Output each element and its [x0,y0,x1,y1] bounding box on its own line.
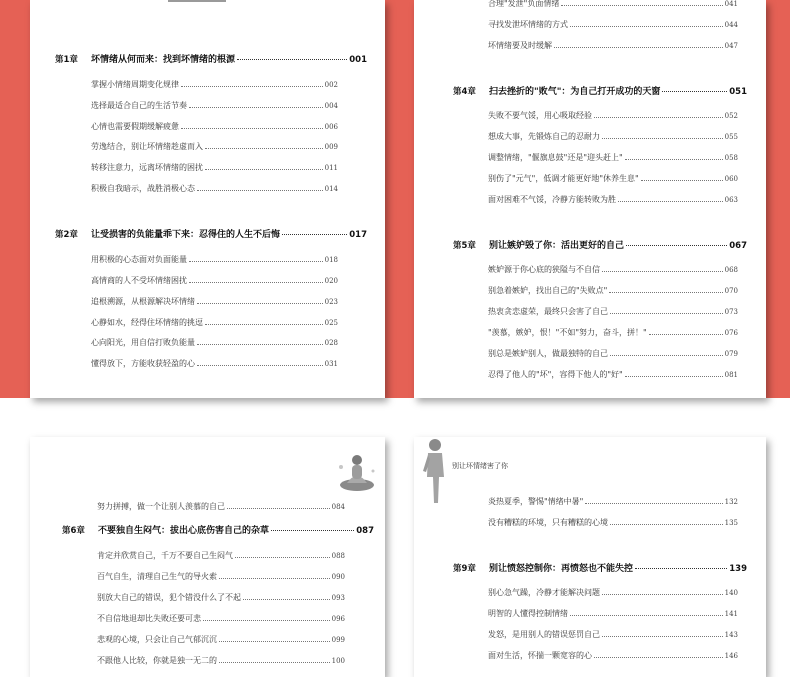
dot-leader [585,503,722,504]
toc-entry[interactable] [488,174,738,184]
chapter-page: 001 [349,55,367,65]
toc-entry[interactable] [488,265,738,275]
entry-page: 099 [331,636,345,644]
toc-entry[interactable] [488,328,738,338]
entry-page: 006 [324,123,338,131]
entry-title: 懂得放下，方能收获轻盈的心 [91,359,195,368]
toc-entry[interactable] [488,132,738,142]
toc-entry[interactable] [91,101,338,111]
entry-page: 023 [324,298,338,306]
entry-page: 011 [324,164,338,172]
toc-entry[interactable] [488,588,738,598]
dot-leader [625,376,723,377]
entry-title: 别心急气躁，冷静才能解决问题 [488,588,600,597]
entry-page: 044 [724,21,738,29]
standing-figure-illustration [421,437,451,505]
entry-page: 081 [724,371,738,379]
entry-page: 146 [724,652,738,660]
toc-entry[interactable] [488,349,738,359]
entry-page: 052 [724,112,738,120]
entry-title: 心静如水，经得住坏情绪的挑逗 [91,318,203,327]
entry-page: 028 [324,339,338,347]
toc-entry[interactable] [97,635,345,645]
dot-leader [602,271,723,272]
chapter-number: 第1章 [55,55,78,65]
dot-leader [197,190,323,191]
entry-title: 选择最适合自己的生活节奏 [91,101,187,110]
toc-page-bottom-right [414,437,766,677]
chapter-heading[interactable] [453,561,747,574]
toc-page-bottom-left [30,437,385,677]
chapter-page: 051 [729,87,747,97]
dot-leader [203,620,330,621]
dot-leader [243,599,330,600]
entry-page: 058 [724,154,738,162]
entry-title: "羡慕，嫉妒，恨！"不如"努力，奋斗，拼！" [488,328,647,337]
dot-leader [205,169,323,170]
chapter-title: 坏情绪从何而来：找到坏情绪的根源 [91,55,236,65]
toc-entry[interactable] [91,142,338,152]
entry-page: 041 [724,0,738,8]
entry-title: 高情商的人不受坏情绪困扰 [91,276,187,285]
entry-page: 135 [724,519,738,527]
dot-leader [227,508,330,509]
entry-page: 002 [324,81,338,89]
entry-title: 炎热夏季，警惕"情绪中暑" [488,497,584,506]
entry-title: 合理"发泄"负面情绪 [488,0,560,8]
entry-page: 090 [331,573,345,581]
entry-page: 093 [331,594,345,602]
chapter-number: 第4章 [453,87,476,97]
entry-title: 别总是嫉妒别人，做最独特的自己 [488,349,608,358]
left-red-panel [0,0,30,398]
entry-page: 084 [331,503,345,511]
dot-leader [625,159,723,160]
entry-page: 063 [724,196,738,204]
toc-entry[interactable] [97,656,345,666]
toc-entry[interactable] [91,297,338,307]
entry-page: 018 [324,256,338,264]
dot-leader [594,657,723,658]
toc-entry[interactable] [91,255,338,265]
toc-entry[interactable] [488,609,738,619]
toc-entry[interactable] [91,80,338,90]
running-head: 别让坏情绪害了你 [452,462,508,470]
dot-leader [570,615,723,616]
entry-page: 143 [724,631,738,639]
chapter-heading[interactable] [453,238,747,251]
meditating-figure-illustration [335,447,379,493]
chapter-title: 别让愤怒控制你：再愤怒也不能失控 [489,564,634,574]
toc-entry[interactable] [91,318,338,328]
entry-page: 096 [331,615,345,623]
entry-page: 020 [324,277,338,285]
dot-leader [197,303,323,304]
toc-entry[interactable] [488,111,738,121]
entry-page: 088 [331,552,345,560]
toc-entry[interactable] [488,20,738,30]
toc-entry[interactable] [97,593,345,603]
toc-entry[interactable] [91,276,338,286]
dot-leader [626,245,727,246]
toc-entry[interactable] [488,497,738,507]
toc-entry[interactable] [91,163,338,173]
dot-leader [554,47,723,48]
entry-title: 肯定并欣赏自己，千万不要自己生闷气 [97,551,233,560]
dot-leader [610,524,723,525]
toc-entry[interactable] [488,370,738,380]
dot-leader [641,180,723,181]
entry-title: 百气自生，清理自己生气的导火索 [97,572,217,581]
chapter-page: 017 [349,230,367,240]
entry-page: 100 [331,657,345,665]
dot-leader [181,128,323,129]
chapter-number: 第2章 [55,230,78,240]
entry-page: 060 [724,175,738,183]
toc-entry[interactable] [488,518,738,528]
right-red-panel [764,0,790,398]
entry-title: 没有糟糕的环境，只有糟糕的心境 [488,518,608,527]
toc-entry[interactable] [91,122,338,132]
chapter-heading[interactable] [55,227,367,240]
toc-entry[interactable] [488,307,738,317]
chapter-heading[interactable] [55,52,367,65]
toc-entry[interactable] [97,614,345,624]
toc-entry[interactable] [488,0,738,9]
entry-title: 心向阳光，用自信打败负能量 [91,338,195,347]
entry-title: 用积极的心态面对负面能量 [91,255,187,264]
dot-leader [635,568,727,569]
entry-page: 141 [724,610,738,618]
entry-title: 积极自我暗示，战胜消极心态 [91,184,195,193]
chapter-number: 第6章 [62,526,85,536]
chapter-title: 让受损害的负能量乖下来：忍得住的人生不后悔 [91,230,281,240]
dot-leader [594,117,723,118]
dot-leader [271,530,354,531]
entry-title: 别放大自己的错误，犯个错没什么了不起 [97,593,241,602]
dot-leader [282,234,347,235]
toc-entry[interactable] [488,195,738,205]
chapter-number: 第9章 [453,564,476,574]
entry-page: 009 [324,143,338,151]
entry-title: 劳逸结合，别让坏情绪趁虚而入 [91,142,203,151]
entry-title: 心情也需要假期缓解疲惫 [91,122,179,131]
entry-title: 不自信地退却比失败还要可悲 [97,614,201,623]
entry-page: 025 [324,319,338,327]
dot-leader [205,324,323,325]
entry-title: 别急着嫉妒，找出自己的"失败点" [488,286,608,295]
entry-title: 嫉妒源于你心底的狭隘与不自信 [488,265,600,274]
chapter-heading[interactable] [62,523,374,536]
entry-title: 调整情绪，"偃旗息鼓"还是"迎头赶上" [488,153,623,162]
dot-leader [610,355,723,356]
dot-leader [618,201,723,202]
entry-title: 悲观的心境，只会让自己气郁沉沉 [97,635,217,644]
center-red-wedge [380,0,414,398]
dot-leader [602,594,723,595]
chapter-heading[interactable] [453,84,747,97]
entry-page: 140 [724,589,738,597]
toc-page-top-right [414,0,766,398]
entry-title: 发怒，是用别人的错误惩罚自己 [488,630,600,639]
dot-leader [609,292,722,293]
dot-leader [205,148,323,149]
entry-page: 068 [724,266,738,274]
entry-page: 047 [724,42,738,50]
entry-title: 面对困难不气馁，冷静方能转败为胜 [488,195,616,204]
chapter-title: 扫去挫折的"败气"：为自己打开成功的天窗 [489,87,661,97]
entry-title: 寻找发泄坏情绪的方式 [488,20,568,29]
entry-title: 热衷贪恋虚荣，最终只会害了自己 [488,307,608,316]
chapter-title: 别让嫉妒毁了你：活出更好的自己 [489,241,625,251]
dot-leader [237,59,347,60]
entry-title: 面对生活，怀揣一颗宽容的心 [488,651,592,660]
entry-title: 努力拼搏，做一个让别人羡慕的自己 [97,502,225,511]
entry-page: 073 [724,308,738,316]
toc-page-top-left [30,0,385,398]
toc-entry[interactable] [91,338,338,348]
entry-title: 想成大事，先锻炼自己的忍耐力 [488,132,600,141]
dot-leader [570,26,723,27]
dot-leader [561,5,722,6]
entry-title: 追根溯源，从根源解决坏情绪 [91,297,195,306]
dot-leader [602,138,723,139]
entry-page: 031 [324,360,338,368]
toc-entry[interactable] [488,286,738,296]
toc-entry[interactable] [91,359,338,369]
toc-entry[interactable] [488,630,738,640]
chapter-page: 067 [729,241,747,251]
dot-leader [219,578,330,579]
dot-leader [662,91,727,92]
chapter-number: 第5章 [453,241,476,251]
entry-page: 004 [324,102,338,110]
toc-entry[interactable] [91,184,338,194]
entry-title: 掌握小情绪周期变化规律 [91,80,179,89]
dot-leader [189,282,323,283]
entry-page: 070 [724,287,738,295]
dot-leader [219,641,330,642]
toc-entry[interactable] [97,502,345,512]
entry-title: 坏情绪要及时缓解 [488,41,552,50]
page-tab-mark [168,0,226,2]
dot-leader [189,261,323,262]
toc-entry[interactable] [488,153,738,163]
dot-leader [235,557,330,558]
entry-title: 失败不要气馁，用心吸取经验 [488,111,592,120]
chapter-title: 不要独自生闷气：拔出心底伤害自己的杂草 [98,526,270,536]
toc-entry[interactable] [488,651,738,661]
toc-entry[interactable] [97,551,345,561]
entry-title: 别伤了"元气"，低调才能更好地"休养生息" [488,174,639,183]
entry-title: 转移注意力，远离坏情绪的困扰 [91,163,203,172]
entry-title: 不跟他人比较，你就是独一无二的 [97,656,217,665]
entry-title: 忍得了他人的"坏"，容得下他人的"好" [488,370,623,379]
dot-leader [602,636,723,637]
chapter-page: 087 [356,526,374,536]
entry-title: 明智的人懂得控制情绪 [488,609,568,618]
dot-leader [181,86,323,87]
dot-leader [219,662,330,663]
dot-leader [610,313,723,314]
toc-entry[interactable] [97,572,345,582]
dot-leader [197,344,323,345]
dot-leader [189,107,323,108]
dot-leader [197,365,323,366]
toc-entry[interactable] [488,41,738,51]
chapter-page: 139 [729,564,747,574]
entry-page: 014 [324,185,338,193]
entry-page: 079 [724,350,738,358]
dot-leader [649,334,723,335]
entry-page: 055 [724,133,738,141]
entry-page: 076 [724,329,738,337]
entry-page: 132 [724,498,738,506]
